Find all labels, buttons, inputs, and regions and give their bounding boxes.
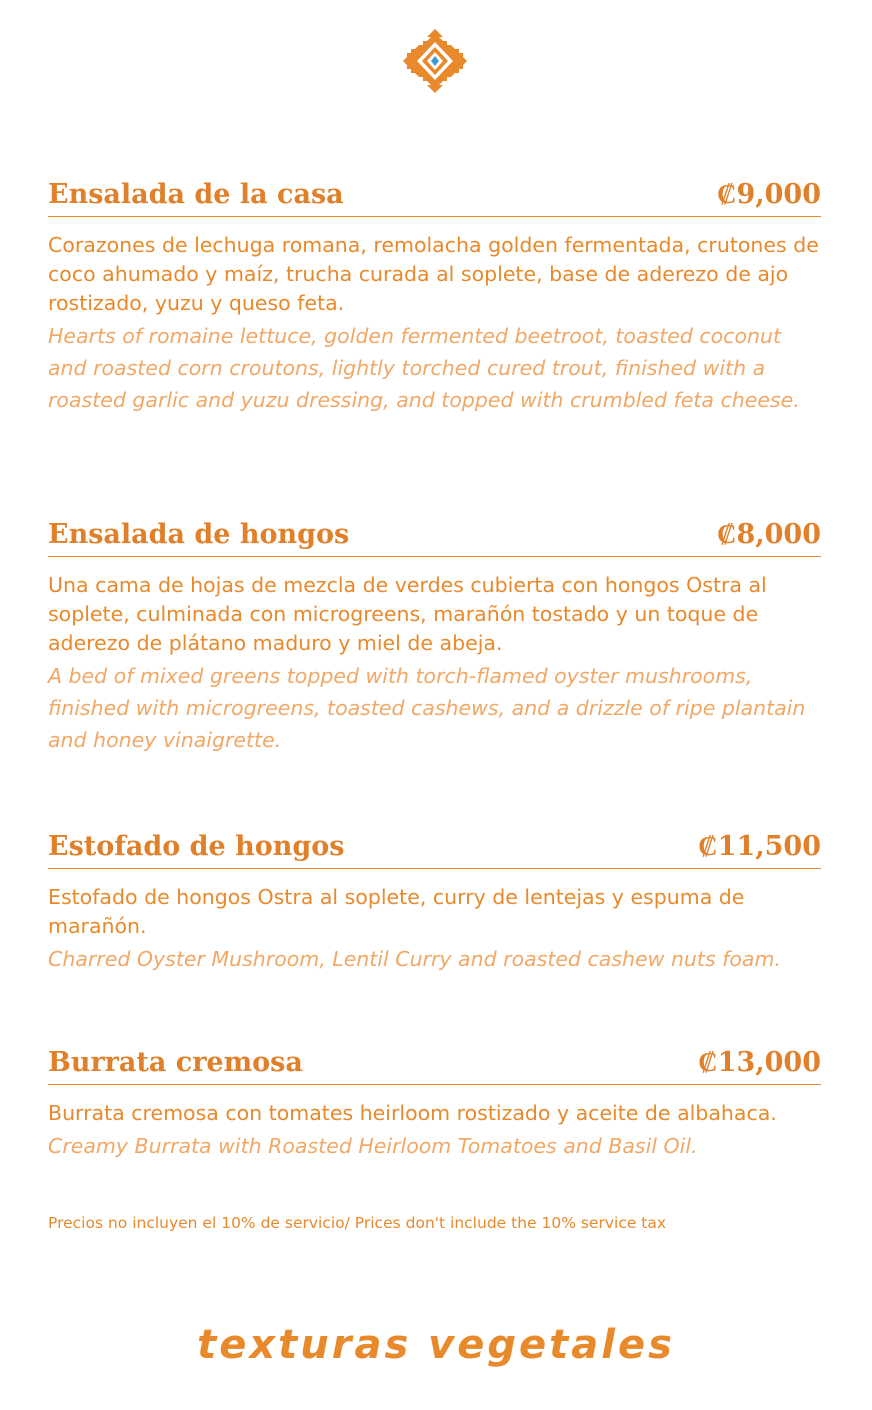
dish-description-en: Creamy Burrata with Roasted Heirloom Tomatoes and Basil Oil. <box>48 1134 698 1158</box>
dish-description-es: Estofado de hongos Ostra al soplete, curry de lentejas y espuma de marañón. <box>48 885 745 938</box>
menu-item-header <box>48 176 821 217</box>
dish-description-es: Una cama de hojas de mezcla de verdes cubierta con hongos Ostra al soplete, culminada con microgreens, marañón tostado y un toque de aderezo de plátano maduro y miel de abeja. <box>48 573 767 655</box>
menu-item-ensalada-casa <box>48 176 821 416</box>
service-tax-note: Precios no incluyen el 10% de servicio/ Prices don't include the 10% service tax <box>48 1214 667 1232</box>
dish-name: Ensalada de la casa <box>48 179 344 210</box>
menu-item-estofado-hongos <box>48 828 821 975</box>
menu-item-header <box>48 1044 821 1085</box>
dish-description-es: Corazones de lechuga romana, remolacha golden fermentada, crutones de coco ahumado y maíz, trucha curada al soplete, base de aderezo de ajo rostizado, yuzu y queso feta. <box>48 233 819 315</box>
geometric-diamond-emblem-icon <box>403 28 467 94</box>
dish-description-es: Burrata cremosa con tomates heirloom rostizado y aceite de albahaca. <box>48 1101 777 1125</box>
dish-price: ₡13,000 <box>698 1047 821 1078</box>
dish-name: Ensalada de hongos <box>48 519 350 550</box>
menu-item-ensalada-hongos <box>48 516 821 756</box>
dish-description-en: Charred Oyster Mushroom, Lentil Curry and roasted cashew nuts foam. <box>48 947 781 971</box>
dish-name: Estofado de hongos <box>48 831 345 862</box>
brand-wordmark: texturas vegetales <box>197 1322 675 1368</box>
dish-description-en: A bed of mixed greens topped with torch-flamed oyster mushrooms, finished with microgreens, toasted cashews, and a drizzle of ripe plantain and honey vinaigrette. <box>48 664 806 752</box>
dish-price: ₡11,500 <box>698 831 821 862</box>
dish-price: ₡8,000 <box>716 519 821 550</box>
dish-description-en: Hearts of romaine lettuce, golden fermented beetroot, toasted coconut and roasted corn croutons, lightly torched cured trout, finished with a roasted garlic and yuzu dressing, and topped with crumbled feta cheese. <box>48 324 800 412</box>
dish-price: ₡9,000 <box>716 179 821 210</box>
menu-item-header <box>48 828 821 869</box>
menu-item-header <box>48 516 821 557</box>
menu-item-burrata <box>48 1044 821 1162</box>
dish-name: Burrata cremosa <box>48 1047 303 1078</box>
